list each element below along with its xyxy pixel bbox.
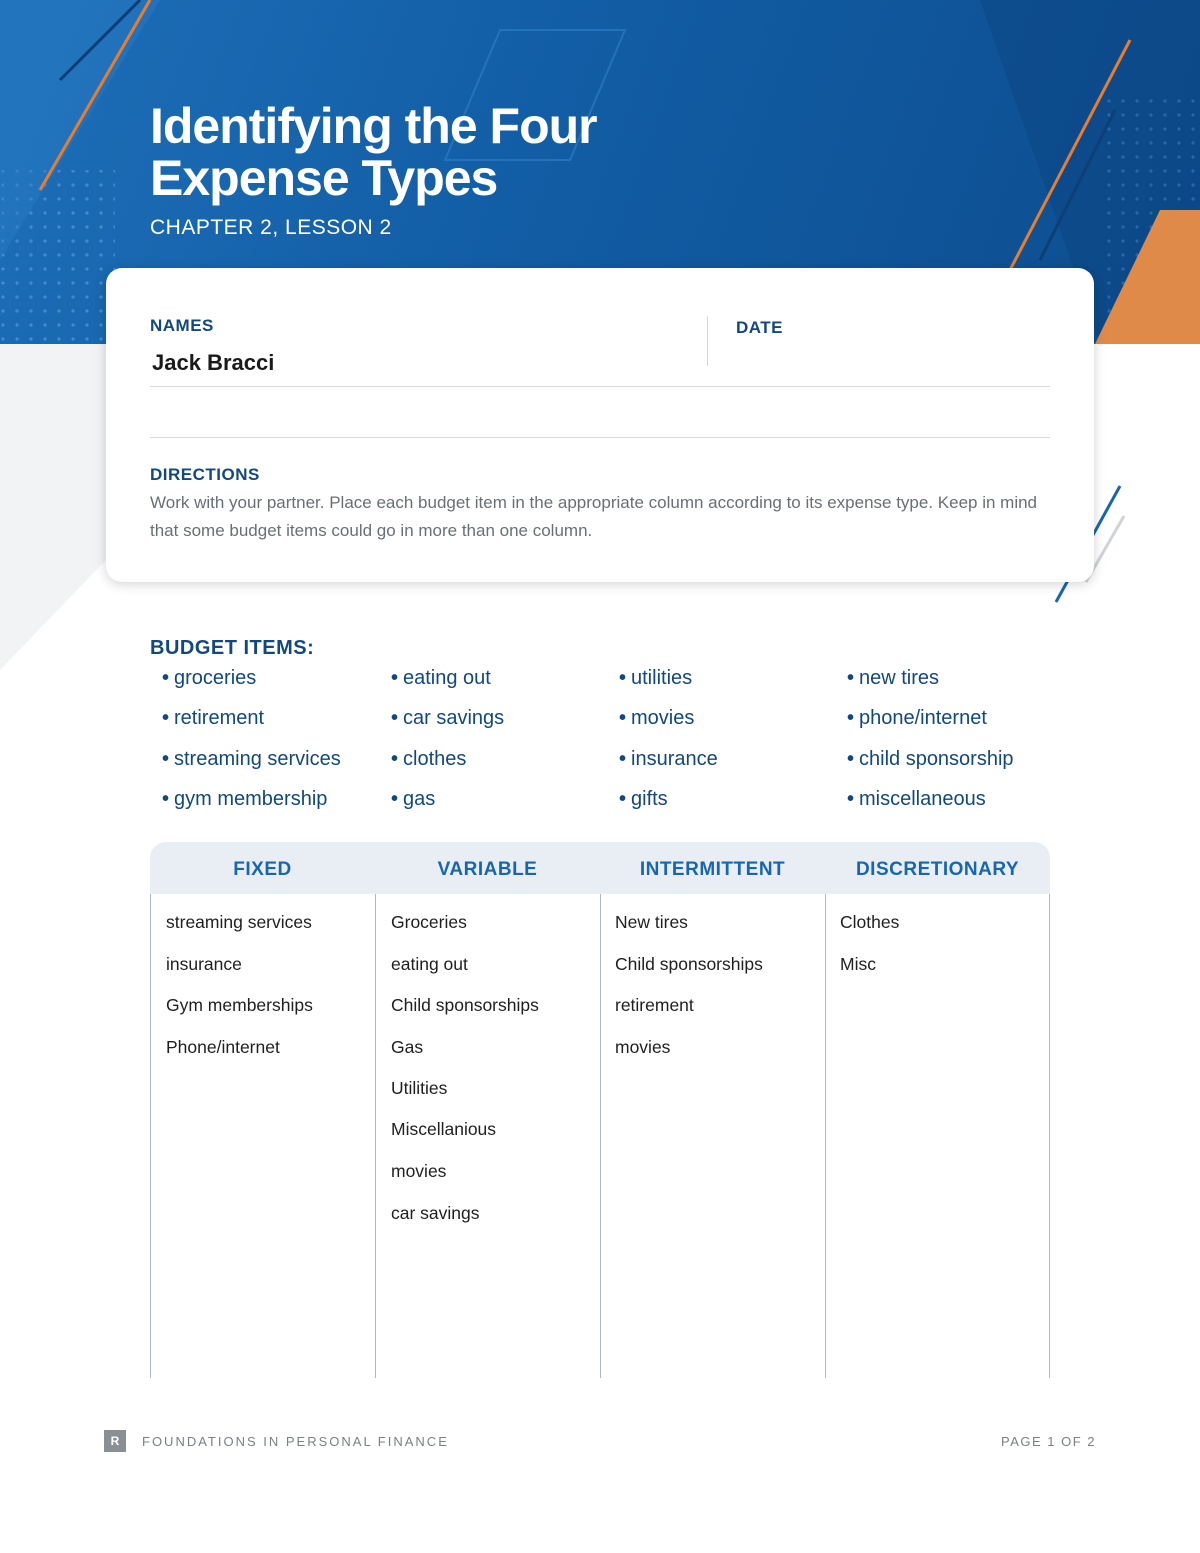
date-field[interactable] [736,350,1036,378]
bullet-icon: • [391,707,399,729]
list-item: • movies [619,707,695,729]
section-divider [150,437,1050,438]
bullet-icon: • [847,788,855,810]
directions-text: Work with your partner. Place each budget item in the appropriate column according to its expense type. Keep in mind that some budget items could go in more than one column. [150,493,1038,540]
bullet-icon: • [162,788,170,810]
table-cell[interactable]: retirement [615,995,694,1015]
field-divider [707,316,708,366]
table-cell[interactable]: Utilities [391,1078,448,1098]
bullet-icon: • [391,667,399,689]
table-cell[interactable]: insurance [166,954,242,974]
table-cell[interactable]: streaming services [166,912,312,932]
brand-logo-icon: R [104,1430,126,1452]
table-header [150,842,1050,894]
list-item: • gym membership [162,788,328,810]
table-cell[interactable]: movies [391,1161,447,1181]
table-cell[interactable]: Miscellanious [391,1119,497,1139]
table-cell[interactable]: Clothes [840,912,900,932]
names-label: NAMES [150,316,214,335]
column-divider [600,894,601,1378]
bullet-icon: • [847,707,855,729]
list-item: • insurance [619,748,718,770]
table-cell[interactable]: Misc [840,954,876,974]
bullet-icon: • [162,707,170,729]
bullet-icon: • [847,667,855,689]
bullet-icon: • [162,748,170,770]
list-item: • streaming services [162,748,341,770]
bullet-icon: • [619,667,627,689]
table-cell[interactable]: car savings [391,1203,480,1223]
table-cell[interactable]: movies [615,1037,671,1057]
table-cell[interactable]: Gym memberships [166,995,313,1015]
list-item: • utilities [619,667,693,689]
header-variable: VARIABLE [437,859,538,880]
bullet-icon: • [847,748,855,770]
list-item: • phone/internet [847,707,987,729]
footer-course-name: FOUNDATIONS IN PERSONAL FINANCE [142,1434,449,1449]
list-item: • child sponsorship [847,748,1014,770]
info-card [106,268,1094,582]
list-item: • gas [391,788,436,810]
list-item: • miscellaneous [847,788,986,810]
column-divider [150,894,151,1378]
column-divider [825,894,826,1378]
header-intermittent: INTERMITTENT [639,859,786,880]
list-item: • retirement [162,707,265,729]
title-line-1: Identifying the Four [150,98,597,154]
date-label: DATE [736,318,784,337]
bullet-icon: • [162,667,170,689]
page-title [150,100,597,204]
table-cell[interactable]: Child sponsorships [391,995,539,1015]
bullet-icon: • [391,748,399,770]
table-cell[interactable]: Gas [391,1037,424,1057]
bullet-icon: • [391,788,399,810]
list-item: • car savings [391,707,505,729]
table-cell[interactable]: Groceries [391,912,467,932]
expense-types-table [150,842,1050,1378]
table-cell[interactable]: New tires [615,912,688,932]
table-cell[interactable]: Phone/internet [166,1037,280,1057]
directions-label: DIRECTIONS [150,465,260,484]
names-field[interactable]: Jack Bracci [152,350,275,375]
budget-items-title: BUDGET ITEMS: [150,637,315,659]
chapter-subtitle: CHAPTER 2, LESSON 2 [150,216,392,239]
table-cell[interactable]: eating out [391,954,468,974]
bullet-icon: • [619,788,627,810]
list-item: • eating out [391,667,491,689]
title-line-2: Expense Types [150,150,498,206]
bullet-icon: • [619,707,627,729]
header-discretionary: DISCRETIONARY [855,859,1020,880]
column-divider [1049,894,1050,1378]
names-underline [150,386,1050,387]
column-divider [375,894,376,1378]
bullet-icon: • [619,748,627,770]
list-item: • groceries [162,667,257,689]
list-item: • clothes [391,748,467,770]
header-fixed: FIXED [233,859,292,880]
list-item: • gifts [619,788,668,810]
page-number: PAGE 1 OF 2 [1000,1434,1096,1449]
table-cell[interactable]: Child sponsorships [615,954,763,974]
list-item: • new tires [847,667,940,689]
